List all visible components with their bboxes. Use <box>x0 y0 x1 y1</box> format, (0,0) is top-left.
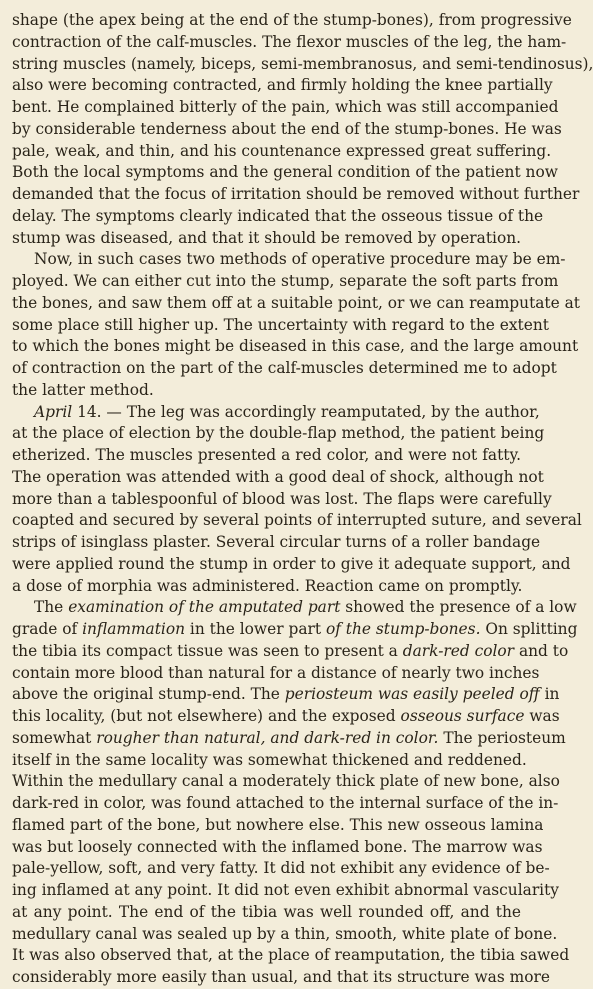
text-line <box>12 10 572 32</box>
text-line <box>12 576 521 598</box>
text-line <box>12 32 567 54</box>
text-run: strips of isinglass plaster. Several circular turns of a roller bandage <box>12 533 541 551</box>
text-run: of contraction on the part of the calf-muscles determined me to adopt <box>12 359 557 377</box>
text-run: grade of <box>12 620 83 638</box>
text-line <box>12 532 541 554</box>
text-line <box>12 206 544 228</box>
italic-text: examination of the amputated part <box>68 598 341 617</box>
text-line <box>12 489 552 511</box>
text-line <box>12 619 578 641</box>
text-run: medullary canal was sealed up by a thin, smooth, white plate of bone. <box>12 924 558 943</box>
text-line <box>12 119 562 141</box>
text-run: shape (the apex being at the end of the stump-bones), from progressive <box>12 11 572 29</box>
italic-text: osseous surface <box>400 707 525 725</box>
text-run: The <box>34 598 69 617</box>
text-run: above the original stump-end. The <box>12 685 285 704</box>
paragraph <box>12 249 580 401</box>
text-run: delay. The symptoms clearly indicated that the osseous tissue of the <box>12 206 544 225</box>
text-line <box>12 97 559 119</box>
text-line <box>12 771 560 793</box>
text-line <box>12 402 540 424</box>
paragraph <box>12 402 582 598</box>
text-line <box>12 750 527 772</box>
text-run: coapted and secured by several points of interrupted suture, and several <box>12 511 582 530</box>
text-run: etherized. The muscles presented a red color, and were not fatty. <box>12 446 521 464</box>
text-run: and to <box>514 641 569 660</box>
text-run: some place still higher up. The uncertainty with regard to the extent <box>12 315 549 334</box>
italic-text: rougher than natural, and dark-red in color. <box>96 728 439 747</box>
text-run: the tibia its compact tissue was seen to present a <box>12 641 403 660</box>
text-line <box>12 880 559 902</box>
text-line <box>12 228 521 250</box>
text-run: On splitting <box>480 620 578 638</box>
text-line <box>12 467 544 489</box>
text-line <box>12 597 577 619</box>
text-run: pale, weak, and thin, and his countenance expressed great suffering. <box>12 141 552 160</box>
text-run: Now, in such cases two methods of operative procedure may be em- <box>34 250 566 269</box>
text-run: was <box>524 707 560 725</box>
text-run: contain more blood than natural for a distance of nearly two inches <box>12 663 540 682</box>
text-run: It was also observed that, at the place of reamputation, the tibia sawed <box>12 946 570 965</box>
text-line <box>12 141 552 163</box>
text-run: was but loosely connected with the inflamed bone. The marrow was <box>12 837 543 856</box>
text-line <box>12 249 566 271</box>
text-line <box>12 663 540 685</box>
text-run: in the lower part <box>185 620 326 638</box>
italic-text: inflammation <box>82 620 186 638</box>
text-run: dark-red in color, was found attached to the internal surface of the in- <box>12 794 559 812</box>
text-run: Both the local symptoms and the general condition of the patient now <box>12 163 558 182</box>
text-run: ployed. We can either cut into the stump, separate the soft parts from <box>12 272 559 290</box>
paragraph <box>12 597 578 989</box>
text-run: this locality, (but not elsewhere) and the exposed <box>12 707 401 725</box>
text-line <box>12 684 560 706</box>
text-line <box>12 728 566 750</box>
text-line <box>12 945 570 967</box>
text-run: string muscles (namely, biceps, semi-membranosus, and semi-tendinosus), <box>12 54 593 73</box>
text-run: more than a tablespoonful of blood was lost. The flaps were carefully <box>12 489 552 508</box>
text-line <box>12 315 549 337</box>
text-line <box>12 554 571 576</box>
text-run: flamed part of the bone, but nowhere else. This new osseous lamina <box>12 815 544 834</box>
text-run: also were becoming contracted, and firmly holding the knee partially <box>12 76 553 95</box>
text-run: the bones, and saw them off at a suitable point, or we can reamputate at <box>12 293 580 312</box>
italic-text: dark-red color <box>402 641 515 660</box>
text-run: pale-yellow, soft, and very fatty. It did not exhibit any evidence of be- <box>12 859 550 878</box>
text-run: bent. He complained bitterly of the pain, which was still accompanied <box>12 98 559 116</box>
text-line <box>12 510 582 532</box>
text-run: 14. — The leg was accordingly reamputated, by the author, <box>72 402 540 421</box>
italic-text: April <box>34 402 73 421</box>
paragraph <box>12 10 593 249</box>
text-run: contraction of the calf-muscles. The flexor muscles of the leg, the ham- <box>12 32 567 51</box>
text-run: The periosteum <box>438 728 566 747</box>
italic-text: of the stump-bones. <box>325 620 481 638</box>
text-run: showed the presence of a low <box>340 598 577 617</box>
text-run: to which the bones might be diseased in this case, and the large amount <box>12 337 579 356</box>
text-line <box>12 445 521 467</box>
text-line <box>12 184 580 206</box>
text-run: at any point. The end of the tibia was well rounded off, and the <box>12 902 521 921</box>
text-line <box>12 641 569 663</box>
text-line <box>12 793 559 815</box>
text-line <box>12 54 593 76</box>
text-run: somewhat <box>12 728 97 747</box>
text-run: considerably more easily than usual, and that its structure was more <box>12 968 550 986</box>
text-run: demanded that the focus of irritation should be removed without further <box>12 185 580 203</box>
text-run: the latter method. <box>12 380 154 399</box>
text-run: were applied round the stump in order to give it adequate support, and <box>12 554 571 573</box>
text-line <box>12 162 558 184</box>
text-line <box>12 271 559 293</box>
text-run: Within the medullary canal a moderately thick plate of new bone, also <box>12 772 560 791</box>
text-line <box>12 423 545 445</box>
text-line <box>12 293 580 315</box>
text-run: ing inflamed at any point. It did not even exhibit abnormal vascularity <box>12 881 559 899</box>
text-run: at the place of election by the double-flap method, the patient being <box>12 424 545 443</box>
text-line <box>12 902 521 924</box>
text-line <box>12 75 553 97</box>
text-run: itself in the same locality was somewhat thickened and reddened. <box>12 750 527 769</box>
text-run: stump was diseased, and that it should be removed by operation. <box>12 228 522 247</box>
text-line <box>12 380 521 402</box>
text-line <box>12 336 579 358</box>
text-line <box>12 815 544 837</box>
text-line <box>12 358 557 380</box>
text-line <box>12 924 558 946</box>
text-line <box>12 837 543 859</box>
text-line <box>12 706 560 728</box>
italic-text: periosteum was easily peeled off <box>284 685 540 704</box>
text-run: in <box>539 685 560 704</box>
text-line <box>12 858 550 880</box>
text-run: The operation was attended with a good deal of shock, although not <box>12 467 544 486</box>
text-run: a dose of morphia was administered. Reaction came on promptly. <box>12 576 523 595</box>
text-line <box>12 967 550 989</box>
text-run: by considerable tenderness about the end of the stump-bones. He was <box>12 119 562 138</box>
